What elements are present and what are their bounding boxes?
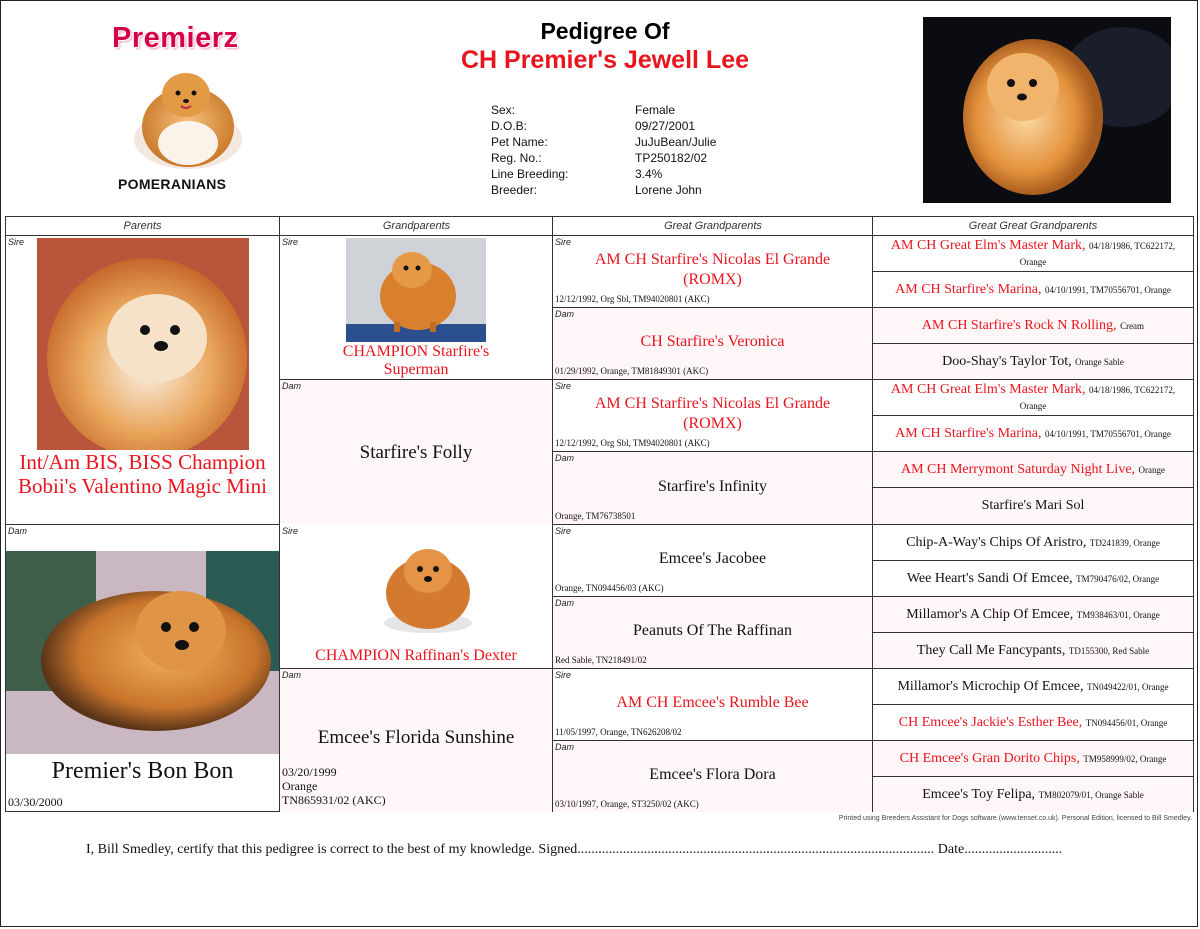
great-grandparent-cell [553, 380, 872, 451]
ggp-name: Emcee's Toy Felipa, TM802079/01, Orange Sable [922, 786, 1144, 802]
ggp-cell [873, 777, 1193, 812]
great-grandparent-name: Emcee's Jacobee [658, 550, 767, 567]
sire-photo [37, 238, 249, 450]
great-grandparent-cell [553, 669, 872, 740]
grandparent-dam-sire-cell [280, 525, 552, 668]
info-row-dob: D.O.B: 09/27/2001 [491, 119, 696, 133]
sire-tag: Sire [555, 381, 572, 391]
grandparent-sire-sire-cell [280, 236, 552, 379]
dam-tag: Dam [555, 453, 575, 463]
ggp-name: AM CH Great Elm's Master Mark, 04/18/1986, TC622172, Orange [890, 237, 1176, 267]
ggp-cell [873, 272, 1193, 307]
great-grandparent-name: Peanuts Of The Raffinan [633, 622, 792, 639]
grandsire-photo [346, 238, 486, 342]
great-grandparent-details: 03/10/1997, Orange, ST3250/02 (AKC) [555, 799, 699, 809]
info-row-reg-no: Reg. No.: TP250182/02 [491, 151, 708, 165]
great-grandparent-details: Red Sable, TN218491/02 [555, 655, 647, 665]
ggp-cell [873, 308, 1193, 343]
logo-title: Premierz [112, 22, 239, 54]
grandparent-name: Starfire's Folly [359, 442, 473, 463]
ggp-name: AM CH Starfire's Marina, 04/10/1991, TM70556701, Orange [895, 425, 1171, 441]
dog-name-title: CH Premier's Jewell Lee [460, 46, 750, 74]
dam-name: Premier's Bon Bon [51, 758, 234, 784]
column-header-great-grandparents: Great Grandparents [664, 220, 762, 232]
parent-dam-cell [6, 525, 279, 812]
ggp-name: Doo-Shay's Taylor Tot, Orange Sable [942, 353, 1124, 369]
ggp-cell [873, 380, 1193, 415]
great-grandparent-name: AM CH Starfire's Nicolas El Grande (ROMX) [594, 395, 831, 432]
dam-tag: Dam [282, 670, 302, 680]
dam-details: 03/30/2000 [8, 795, 63, 809]
parent-sire-cell [6, 236, 279, 524]
great-grandparent-details: 11/05/1997, Orange, TN626208/02 [555, 727, 682, 737]
sire-tag: Sire [282, 237, 299, 247]
pedigree-of-label: Pedigree Of [540, 18, 670, 44]
subject-dog-photo [923, 17, 1171, 203]
great-grandparent-cell [553, 597, 872, 668]
great-grandparent-details: Orange, TN094456/03 (AKC) [555, 583, 664, 593]
sire-tag: Sire [555, 670, 572, 680]
ggp-name: AM CH Starfire's Rock N Rolling, Cream [921, 317, 1145, 333]
info-row-pet-name: Pet Name: JuJuBean/Julie [491, 135, 717, 149]
great-grandparent-cell [553, 452, 872, 524]
dam-tag: Dam [8, 526, 28, 536]
logo-subtitle: POMERANIANS [118, 176, 227, 192]
sire-name: Int/Am BIS, BISS Champion Bobii's Valentino Magic Mini [18, 450, 267, 498]
dam-tag: Dam [555, 309, 575, 319]
grandparent-details: 03/20/1999 Orange TN865931/02 (AKC) [282, 765, 386, 807]
ggp-name: CH Emcee's Jackie's Esther Bee, TN094456/01, Orange [898, 714, 1168, 730]
dam-tag: Dam [282, 381, 302, 391]
ggp-cell [873, 669, 1193, 704]
ggp-name: Millamor's A Chip Of Emcee, TM938463/01, Orange [906, 606, 1160, 622]
ggp-name: CH Emcee's Gran Dorito Chips, TM958999/02, Orange [899, 750, 1167, 766]
sire-tag: Sire [8, 237, 25, 247]
ggp-name: Chip-A-Way's Chips Of Aristro, TD241839, Orange [906, 534, 1160, 550]
great-grandparent-details: 12/12/1992, Org Sbl, TM94020801 (AKC) [555, 438, 710, 448]
column-header-great-great-grandparents: Great Great Grandparents [968, 220, 1098, 232]
ggp-name: Wee Heart's Sandi Of Emcee, TM790476/02, Orange [906, 570, 1160, 586]
ggp-cell [873, 705, 1193, 740]
dog-info-table [491, 102, 716, 198]
ggp-cell [873, 416, 1193, 451]
ggp-name: Starfire's Mari Sol [981, 498, 1085, 513]
sire-tag: Sire [555, 237, 572, 247]
grandsire-name: CHAMPION Starfire's Superman [342, 343, 490, 378]
great-grandparent-cell [553, 236, 872, 307]
column-header-parents: Parents [123, 220, 162, 232]
dam-photo [6, 551, 279, 754]
great-grandparent-cell [553, 525, 872, 596]
great-grandparent-cell [553, 741, 872, 812]
pedigree-grid [5, 216, 1194, 812]
great-grandparent-name: Emcee's Flora Dora [649, 766, 776, 783]
great-grandparent-details: 01/29/1992, Orange, TM81849301 (AKC) [555, 366, 709, 376]
grandparent-dam-dam-cell [280, 669, 552, 812]
ggp-cell [873, 741, 1193, 776]
great-grandparent-name: Starfire's Infinity [657, 478, 768, 495]
certification-line: I, Bill Smedley, certify that this pedigree is correct to the best of my knowledge. Signed...................................................................................................... Date............................ [86, 842, 1063, 857]
info-row-line-breeding: Line Breeding: 3.4% [491, 167, 663, 181]
info-row-sex: Sex: Female [491, 103, 676, 117]
ggp-cell [873, 452, 1193, 487]
ggp-cell [873, 561, 1193, 596]
great-grandparent-name: AM CH Emcee's Rumble Bee [616, 694, 809, 711]
great-grandparent-details: Orange, TM76738501 [555, 511, 636, 521]
great-grandparent-name: AM CH Starfire's Nicolas El Grande (ROMX) [594, 251, 831, 288]
great-grandparent-cell [553, 308, 872, 379]
grandparent-name: Emcee's Florida Sunshine [317, 727, 515, 748]
sire-tag: Sire [282, 526, 299, 536]
logo-pomeranian-image [124, 57, 250, 171]
great-grandparent-details: 12/12/1992, Org Sbl, TM94020801 (AKC) [555, 294, 710, 304]
ggp-name: Millamor's Microchip Of Emcee, TN049422/01, Orange [897, 678, 1169, 694]
sire-tag: Sire [555, 526, 572, 536]
dam-tag: Dam [555, 598, 575, 608]
column-header-grandparents: Grandparents [382, 220, 451, 232]
ggp-name: AM CH Merrymont Saturday Night Live, Orange [900, 461, 1166, 477]
info-row-breeder: Breeder: Lorene John [491, 183, 702, 197]
grandparent-name: CHAMPION Raffinan's Dexter [315, 647, 517, 664]
printed-using-note: Printed using Breeders Assistant for Dogs software (www.tenset.co.uk). Personal Edition, licensed to Bill Smedley. [838, 815, 1192, 822]
ggp-cell [873, 633, 1193, 668]
ggp-name: AM CH Starfire's Marina, 04/10/1991, TM70556701, Orange [895, 281, 1171, 297]
ggp-cell [873, 344, 1193, 379]
ggp-cell [873, 236, 1193, 271]
ggp-name: AM CH Great Elm's Master Mark, 04/18/1986, TC622172, Orange [890, 381, 1176, 411]
ggp-name: They Call Me Fancypants, TD155300, Red Sable [916, 642, 1150, 658]
ggp-cell [873, 488, 1193, 524]
grandparent-photo [376, 531, 480, 639]
great-grandparent-name: CH Starfire's Veronica [640, 333, 785, 350]
ggp-cell [873, 525, 1193, 560]
dam-tag: Dam [555, 742, 575, 752]
ggp-cell [873, 597, 1193, 632]
grandparent-sire-dam-cell [280, 380, 552, 524]
